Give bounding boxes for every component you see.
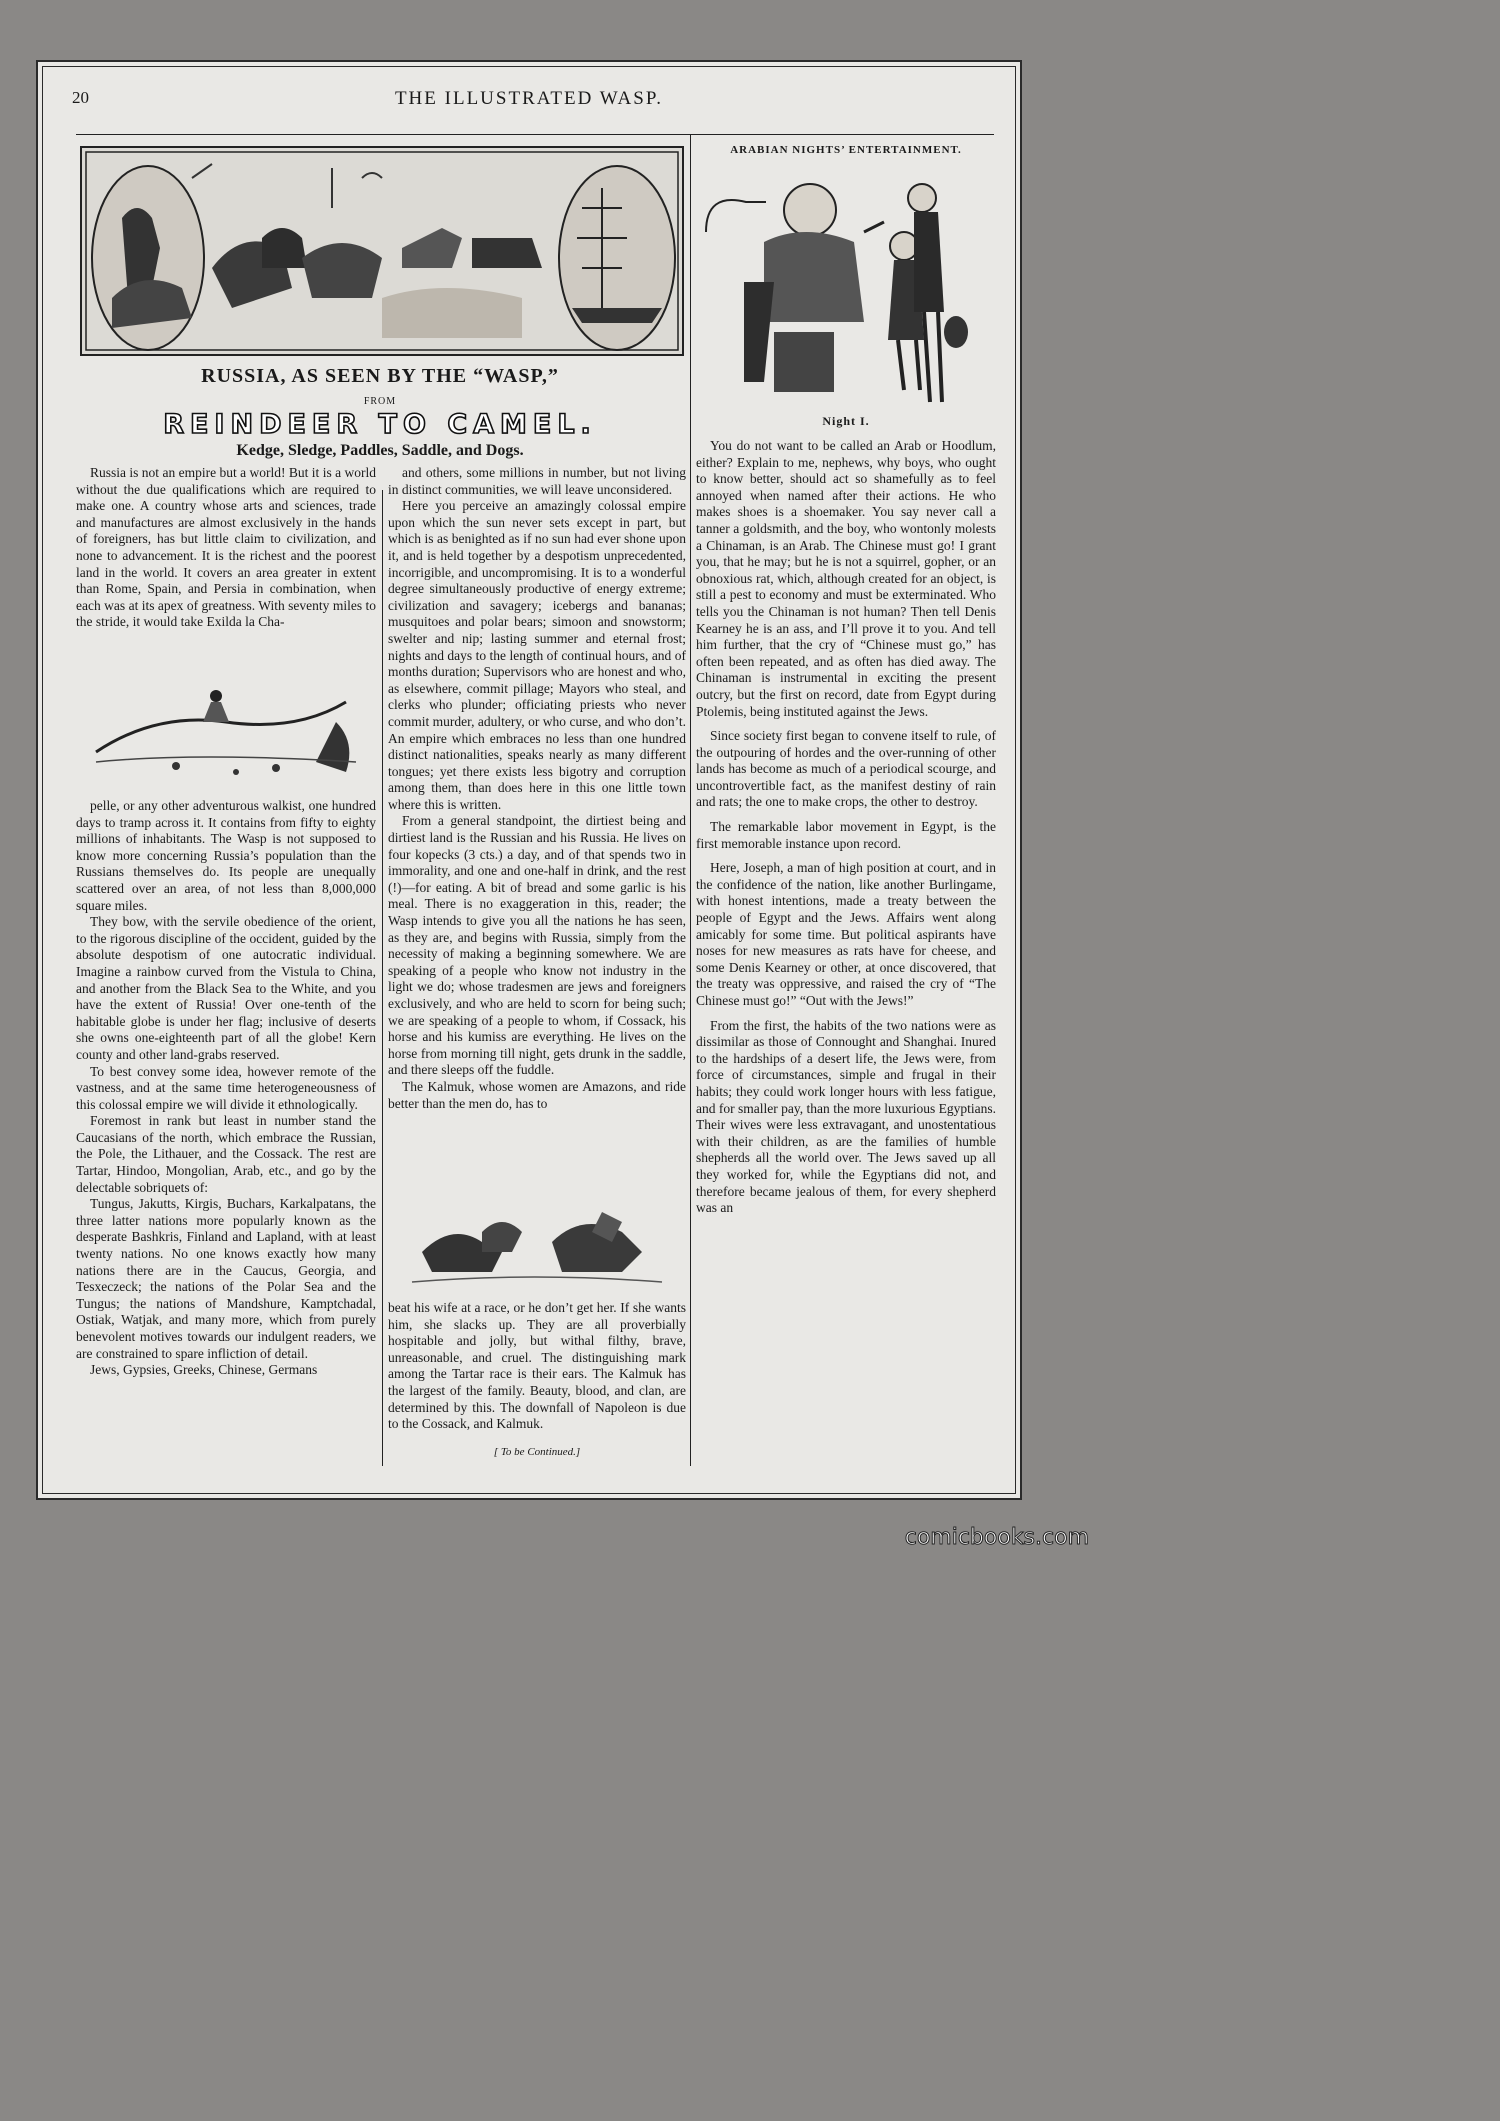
paragraph: The remarkable labor movement in Egypt, is the first memorable instance upon record.	[696, 819, 996, 851]
paragraph: You do not want to be called an Arab or Hoodlum, either? Explain to me, nephews, why boys, who ought to know better, should act so shamefully as to feel annoyed when named after their actions. He who makes shoes is a shoemaker. You say never call a tanner a goldsmith, and the boy, who wontonly molests a Chinaman, is an Arab. The Chinese must go! I grant you, that he may; but he is not a squirrel, gopher, or an obnoxious rat, which, although created for an object, is still a pest to economy and must be exterminated. Who tells you the Chinaman is not human? Then tell Denis Kearney he is an ass, and I’ll prove it to you. And tell him further, that the cry of “Chinese must go,” has often been repeated, and as often has died away. The Chinaman is instrumental in exciting the present outcry, but the first on record, date from Egypt during Ptolemis, being instituted against the Jews.	[696, 438, 996, 719]
paragraph: and others, some millions in number, but not living in distinct communities, we will leave unconsidered.	[388, 465, 686, 497]
paragraph: From a general standpoint, the dirtiest being and dirtiest land is the Russian and his Russia. He lives on four kopecks (3 cts.) a day, and of that spends two in immorality, and one and one-half in drink, and the rest (!)—for eating. A bit of bread and some garlic is his meal. There is no exaggeration in this, reader; the Wasp intends to give you all the nations he has seen, as they are, and begins with Russia, simply from the necessity of making a beginning somewhere. We are speaking of a people who know not industry in the light we do; whose tradesmen are jews and foreigners exclusively, and who are held to scorn for being such; we are speaking of a people to whom, if Cossack, his horse and his kumiss are everything. He lives on the horse from morning till night, gets drunk in the saddle, and there sleeps off the fuddle.	[388, 813, 686, 1078]
to-be-continued: [ To be Continued.]	[493, 1446, 581, 1458]
header-rule	[76, 134, 994, 135]
paragraph: beat his wife at a race, or he don’t get her. If she wants him, she slacks up. They are all proverbially hospitable and jolly, but withal filthy, brave, unreasonable, and cruel. The distinguishing mark among the Tartar race is their ears. The Kalmuk has the largest of the family. Beauty, blood, and clan, are determined by this. The downfall of Napoleon is due to the Cossack, and Kalmuk.	[388, 1300, 686, 1432]
reindeer-to-camel-illustration	[80, 146, 684, 356]
paragraph: Tungus, Jakutts, Kirgis, Buchars, Karkalpatans, the three latter nations more popularly known as the desperate Bashkris, Finland and Lapland, with at least twenty nations. No one knows exactly how many nations there are in the Caucus, Georgia, and Tesxeczeck; the nations of the Polar Sea and the Tungus; the nations of Mandshure, Kamptchadal, Ostiak, Watjak, and many more, which from purely benevolent motives towards our indulgent readers, we are constrained to spare infliction of detail.	[76, 1196, 376, 1361]
paragraph: Since society first began to convene itself to rule, of the outpouring of hordes and the over-running of other lands has become as much of a periodical scourge, and uncontrovertible fact, as the manifest destiny of rain and rats; the one to make crops, the other to destroy.	[696, 728, 996, 810]
article-tagline: Kedge, Sledge, Paddles, Saddle, and Dogs.	[236, 442, 524, 459]
kalmuk-race-illustration	[402, 1192, 672, 1292]
paragraph: To best convey some idea, however remote of the vastness, and at the same time heterogeneousness of this colossal empire we will divide it ethnologically.	[76, 1063, 376, 1112]
arabian-nights-title: ARABIAN NIGHTS’ ENTERTAINMENT.	[730, 144, 962, 156]
article-subtitle: REINDEER TO CAMEL.	[163, 409, 597, 440]
paragraph: The Kalmuk, whose women are Amazons, and ride better than the men do, has to	[388, 1078, 686, 1111]
column-1-top	[76, 465, 376, 631]
paragraph: Jews, Gypsies, Greeks, Chinese, Germans	[90, 1362, 318, 1378]
column-2-top	[388, 465, 686, 1112]
column-3	[696, 438, 996, 1225]
article-from-label: FROM	[363, 396, 397, 407]
page-number: 20	[72, 88, 89, 107]
column-2-bottom	[388, 1300, 686, 1433]
column-divider-1	[382, 490, 383, 1466]
paragraph: Foremost in rank but least in number stand the Caucasians of the north, which embrace the Russian, the Pole, the Lithauer, and the Cossack. The rest are Tartar, Hindoo, Mongolian, Arab, etc., and go by the delectable sobriquets of:	[76, 1113, 376, 1195]
magazine-page	[36, 60, 1022, 1500]
publication-header: THE ILLUSTRATED WASP.	[394, 88, 664, 109]
paragraph: Here, Joseph, a man of high position at court, and in the confidence of the nation, like another Burlingame, with honest intentions, made a treaty between the people of Egypt and the Jews. Affairs went along amicably for some time. But political aspirants have noses for new measures as rats have for cheese, and some Denis Kearney or other, at once discovered, that the treaty was oppressive, and raised the cry of “The Chinese must go!” “Out with the Jews!”	[696, 860, 996, 1008]
column-1-bottom	[76, 798, 376, 1379]
article-title: RUSSIA, AS SEEN BY THE “WASP,”	[201, 365, 559, 387]
illustration-caption: Night I.	[822, 414, 870, 428]
column-divider-2	[690, 134, 691, 1466]
paragraph: Russia is not an empire but a world! But it is a world without the due qualifications which are required to make one. A country whose arts and sciences, trade and manufactures are almost exclusively in the hands of foreigners, has but little claim to civilization, and none to advancement. It is the richest and the poorest land in the world. It covers an area greater in extent than Rome, Spain, and Persia in combination, when each was at its apex of greatness. With seventy miles to the stride, it would take Exilda la Cha-	[76, 465, 376, 630]
paragraph: They bow, with the servile obedience of the orient, to the rigorous discipline of the occident, guided by the absolute despotism of one autocratic individual. Imagine a rainbow curved from the Vistula to China, and another from the Black Sea to the White, and you have the extent of Russia! Over one-tenth of the habitable globe is under her flag; inclusive of deserts she owns one-eighteenth part of all the globe! Kern county and other land-grabs reserved.	[76, 914, 376, 1062]
paragraph: pelle, or any other adventurous walkist, one hundred days to tramp across it. It contains from fifty to eighty millions of inhabitants. The Wasp is not supposed to know more concerning Russia’s population than the Russians themselves do. Its people are unequally scattered over an area, of not less than 8,000,000 square miles.	[76, 798, 376, 913]
site-watermark: comicbooks.com	[904, 1525, 1089, 1550]
paragraph: Here you perceive an amazingly colossal empire upon which the sun never sets except in part, but which is as benighted as if no sun had ever shone upon it, and is held together by a despotism unprecedented, incorrigible, and uncompromising. It is to a wonderful degree simultaneously productive of energy extreme; civilization and savagery; icebergs and bananas; musquitoes and polar bears; simoon and snowstorm; swelter and nip; lasting summer and eternal frost; nights and days to the length of continual hours, and of months duration; Supervisors who are honest and who, as elsewhere, commit pillage; Mayors who steal, and clerks who plunder; officiating priests who never commit murder, adultery, or who curse, and who don’t. An empire which embraces no less than one hundred distinct nationalities, speaks nearly as many different tongues; yet there exists less bigotry and corruption among them, than does here in this one little town where this is written.	[388, 498, 686, 812]
walkist-illustration	[86, 682, 366, 786]
paragraph: From the first, the habits of the two nations were as dissimilar as those of Connought and Shanghai. Inured to the hardships of a desert life, the Jews were, from force of circumstances, simple and frugal in their habits; they could work longer hours with less fatigue, and for smaller pay, than the more luxurious Egyptians. Their wives were less extravagant, and unostentatious with their children, as are the families of humble shepherds all the world over. The Jews saved up all they worked for, while the Egyptians did not, and therefore became jealous of them, for every shepherd was an	[696, 1017, 996, 1216]
uncle-and-nephews-illustration	[704, 162, 988, 410]
